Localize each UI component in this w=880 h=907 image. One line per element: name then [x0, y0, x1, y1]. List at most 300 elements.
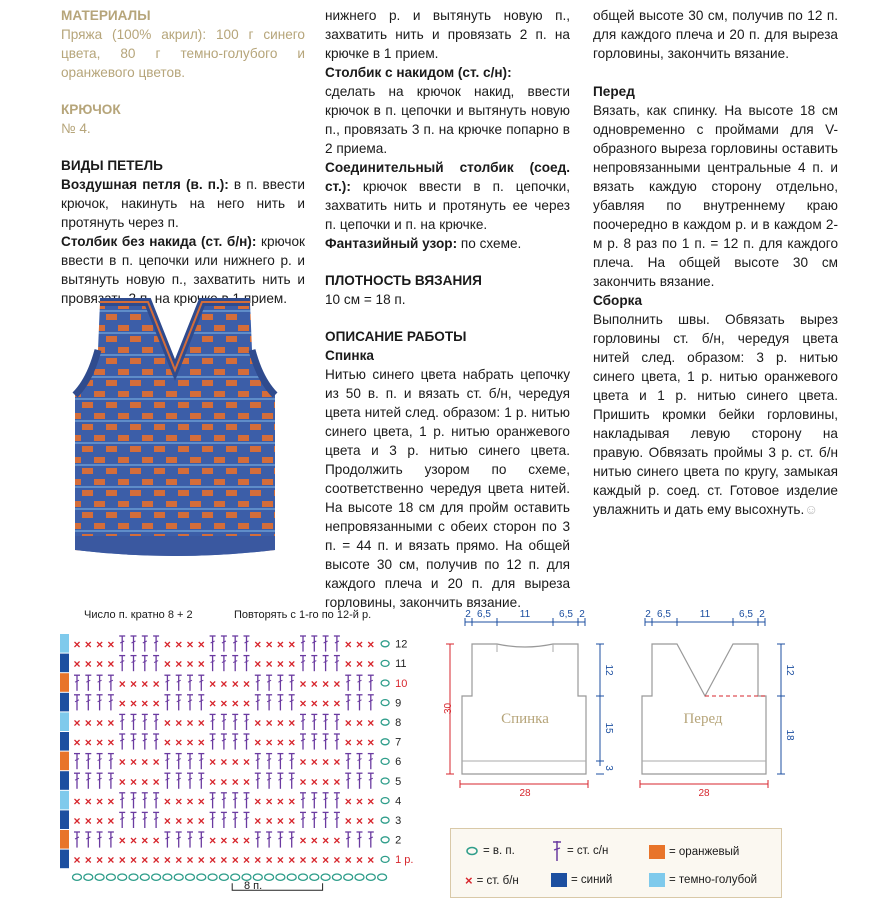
chart-repeat-label: 8 п. [244, 880, 263, 892]
dc-symbol [142, 714, 148, 730]
assembly-heading: Сборка [593, 293, 643, 308]
smiley-icon: ☺ [804, 502, 819, 517]
dc-symbol [277, 695, 283, 711]
dc-symbol [255, 832, 261, 848]
sc-symbol: × [322, 853, 330, 868]
chain-symbol-icon [465, 846, 479, 856]
sc-symbol: × [344, 735, 352, 750]
row-label: 7 [395, 736, 402, 749]
sc-symbol: × [163, 814, 171, 828]
dc-symbol [289, 695, 295, 711]
sc-symbol: × [242, 853, 251, 868]
materials-heading: МАТЕРИАЛЫ [61, 8, 151, 23]
sc-symbol: × [84, 716, 92, 730]
sc-symbol-icon: × [465, 873, 473, 888]
sc-symbol: × [73, 716, 81, 730]
chain-stitch-label: Воздушная петля (в. п.): [61, 177, 229, 192]
sc-symbol: × [367, 794, 375, 809]
sc-symbol: × [186, 716, 194, 730]
dc-symbol [108, 695, 114, 711]
dc-symbol [164, 695, 170, 711]
foundation-chain [140, 874, 149, 880]
dc-symbol [255, 773, 261, 789]
dc-symbol [311, 734, 317, 750]
sc-symbol: × [96, 814, 104, 828]
dc-symbol [153, 656, 159, 672]
sc-symbol: × [175, 657, 183, 672]
dc-symbol [311, 793, 317, 809]
sc-symbol: × [254, 814, 262, 828]
dc-symbol [142, 656, 148, 672]
sc-symbol: × [231, 676, 239, 691]
row-label: 3 [395, 815, 402, 827]
sc-symbol: × [175, 716, 183, 730]
dc-symbol [345, 754, 351, 770]
dc-symbol [119, 714, 125, 730]
back-top-width: 2 [465, 609, 471, 620]
turning-chain [381, 817, 389, 823]
back-top-width: 2 [579, 609, 585, 620]
row-label: 4 [395, 795, 402, 808]
dc-symbol [357, 695, 363, 711]
sc-symbol: × [118, 676, 126, 691]
sc-symbol: × [163, 716, 171, 730]
foundation-chain [152, 874, 161, 880]
dc-symbol [289, 832, 295, 848]
dc-symbol [289, 754, 295, 770]
foundation-chain [299, 874, 308, 880]
sc-symbol: × [276, 814, 284, 828]
dc-symbol [176, 832, 182, 848]
dc-symbol [187, 754, 193, 770]
dc-symbol [210, 734, 216, 750]
foundation-chain [321, 874, 330, 880]
row-label: 11 [395, 658, 407, 671]
sc-symbol: × [73, 814, 81, 828]
row-label: 12 [395, 638, 408, 651]
sc-symbol: × [163, 735, 171, 750]
sc-stitch-text-continued: нижнего р. и вытянуть новую п., захватить нить и провязать 2 п. на крючке в 1 прием. [325, 8, 570, 61]
hook-heading: КРЮЧОК [61, 102, 121, 117]
dc-symbol [323, 812, 329, 828]
dc-symbol [255, 695, 261, 711]
dc-symbol [198, 695, 204, 711]
sc-symbol: × [310, 696, 318, 711]
stitches-heading: ВИДЫ ПЕТЕЛЬ [61, 158, 163, 173]
sc-symbol: × [322, 833, 330, 848]
ss-stitch-label: Соединительный столбик (соед. ст.): [325, 160, 570, 194]
dc-symbol [198, 773, 204, 789]
sc-symbol: × [254, 657, 262, 672]
dc-symbol [277, 675, 283, 691]
turning-chain [381, 700, 389, 706]
sc-symbol: × [367, 814, 375, 828]
back-text [325, 365, 570, 610]
dc-symbol [357, 832, 363, 848]
sc-symbol: × [152, 696, 160, 711]
sc-symbol: × [310, 833, 318, 848]
sc-symbol: × [355, 794, 364, 809]
dc-symbol [277, 773, 283, 789]
sc-symbol: × [355, 637, 364, 652]
dc-symbol [311, 656, 317, 672]
chain-stitch-desc [61, 175, 305, 232]
sc-symbol: × [197, 735, 205, 750]
front-right-height: 12 [784, 664, 795, 676]
dc-symbol [334, 793, 340, 809]
sc-symbol: × [242, 696, 251, 711]
dc-symbol [244, 812, 250, 828]
ss-stitch-text: крючок ввести в п. цепочки, захватить нить и протянуть ее через п. цепочки и п. на крючке. [325, 179, 570, 232]
sc-symbol: × [197, 637, 205, 652]
sc-symbol: × [73, 657, 81, 672]
dc-symbol [164, 773, 170, 789]
foundation-chain [219, 874, 228, 880]
turning-chain [381, 660, 389, 666]
sc-symbol: × [231, 774, 239, 789]
foundation-chain [287, 874, 296, 880]
dc-symbol [210, 812, 216, 828]
row-label: 5 [395, 775, 402, 788]
row-color-swatch [60, 791, 69, 810]
dc-symbol [345, 675, 351, 691]
sc-symbol: × [242, 833, 251, 848]
sc-symbol: × [333, 853, 341, 868]
dc-symbol [357, 754, 363, 770]
dc-symbol [97, 675, 103, 691]
sc-symbol: × [209, 696, 217, 711]
dc-symbol [74, 832, 80, 848]
sc-symbol: × [344, 716, 352, 730]
front-label: Перед [683, 711, 723, 727]
dc-symbol [131, 636, 137, 652]
row-label: 8 [395, 717, 402, 729]
dc-symbol [97, 773, 103, 789]
sc-symbol: × [129, 833, 138, 848]
dc-symbol [176, 754, 182, 770]
dc-symbol [232, 734, 238, 750]
sc-symbol: × [254, 794, 262, 809]
foundation-chain [163, 874, 172, 880]
sc-stitch-desc [61, 232, 305, 306]
dc-symbol [244, 734, 250, 750]
sc-symbol: × [344, 794, 352, 809]
dc-symbol [210, 656, 216, 672]
light-blue-swatch-icon [649, 873, 665, 887]
dc-symbol [119, 734, 125, 750]
row-color-swatch [60, 810, 69, 829]
row-label: 1 р. [395, 854, 414, 867]
back-heading: Спинка [325, 348, 374, 363]
dc-symbol [323, 734, 329, 750]
dc-symbol [108, 754, 114, 770]
sc-symbol: × [129, 676, 138, 691]
front-right-height: 18 [784, 729, 795, 741]
sc-symbol: × [107, 853, 115, 868]
column-1 [61, 6, 305, 306]
sc-symbol: × [231, 833, 239, 848]
dc-symbol [311, 812, 317, 828]
sc-symbol: × [288, 735, 296, 750]
dc-symbol [221, 636, 227, 652]
front-heading: Перед [593, 84, 635, 99]
sc-symbol: × [118, 774, 126, 789]
dc-symbol [74, 675, 80, 691]
sc-symbol: × [186, 735, 194, 750]
dc-symbol [368, 675, 374, 691]
dc-symbol [142, 734, 148, 750]
sc-symbol: × [197, 657, 205, 672]
foundation-chain [73, 874, 82, 880]
row-label: 6 [395, 756, 402, 769]
sc-symbol: × [107, 657, 115, 672]
foundation-chain [378, 874, 387, 880]
sc-symbol: × [107, 794, 115, 809]
dc-symbol [300, 793, 306, 809]
sc-symbol: × [175, 735, 183, 750]
sc-symbol: × [242, 755, 251, 770]
sc-symbol: × [197, 853, 205, 868]
turning-chain [381, 641, 389, 647]
sc-stitch-text: крючок ввести в п. цепочки или нижнего р. и вытянуть новую п., захватить нить и провязать 2 п. на крючке в 1 прием. [61, 234, 305, 306]
sc-symbol: × [107, 637, 115, 652]
dc-symbol [232, 636, 238, 652]
back-right-height: 3 [603, 765, 614, 771]
sc-symbol: × [186, 637, 194, 652]
gauge-heading: ПЛОТНОСТЬ ВЯЗАНИЯ [325, 273, 482, 288]
sc-symbol: × [141, 676, 149, 691]
materials-text: Пряжа (100% акрил): 100 г синего цвета, 80 г темно-голубого и оранжевого цветов. [61, 27, 305, 80]
sc-symbol: × [209, 676, 217, 691]
sc-symbol: × [288, 657, 296, 672]
sc-symbol: × [288, 794, 296, 809]
dc-symbol [289, 675, 295, 691]
sc-symbol: × [310, 774, 318, 789]
dc-symbol [334, 636, 340, 652]
row-color-swatch [60, 752, 69, 771]
sc-symbol: × [209, 853, 217, 868]
sc-symbol: × [265, 794, 273, 809]
sc-symbol: × [276, 794, 284, 809]
foundation-chain [265, 874, 274, 880]
row-label: 10 [395, 677, 408, 690]
sc-symbol: × [231, 853, 239, 868]
sc-symbol: × [84, 814, 92, 828]
back-right-height: 12 [603, 664, 614, 676]
legend-dc [551, 839, 608, 863]
dc-symbol [164, 675, 170, 691]
dc-symbol [300, 636, 306, 652]
dc-symbol [300, 812, 306, 828]
dc-symbol [164, 754, 170, 770]
legend-sc-label: = ст. б/н [476, 874, 519, 887]
sc-symbol: × [96, 794, 104, 809]
dc-symbol [357, 773, 363, 789]
sc-symbol: × [299, 833, 307, 848]
legend-dc-label: = ст. с/н [567, 845, 609, 857]
dc-symbol [357, 675, 363, 691]
dc-symbol [142, 636, 148, 652]
dc-stitch-label: Столбик с накидом (ст. с/н): [325, 65, 512, 80]
sc-symbol: × [141, 833, 149, 848]
legend-light-label: = темно-голубой [669, 874, 758, 886]
sc-symbol: × [276, 853, 284, 868]
front-intro: общей высоте 30 см, получив по 12 п. для каждого плеча и 20 п. для выреза горловины, закончить вязание. [593, 8, 838, 61]
dc-symbol [221, 812, 227, 828]
sc-symbol: × [73, 735, 81, 750]
sc-symbol: × [107, 814, 115, 828]
crochet-chart [58, 606, 418, 906]
sc-symbol: × [265, 716, 273, 730]
dc-symbol [142, 793, 148, 809]
dc-symbol [198, 675, 204, 691]
sc-symbol: × [231, 696, 239, 711]
back-schematic [440, 606, 614, 799]
blue-swatch-icon [551, 873, 567, 887]
turning-chain [381, 680, 389, 686]
sc-symbol: × [288, 716, 296, 730]
sc-symbol: × [73, 637, 81, 652]
front-top-width: 11 [699, 609, 711, 620]
sc-symbol: × [344, 853, 352, 868]
sc-symbol: × [276, 716, 284, 730]
dc-symbol [368, 695, 374, 711]
dc-symbol [187, 773, 193, 789]
sc-symbol: × [175, 853, 183, 868]
sc-symbol: × [254, 735, 262, 750]
dc-symbol [210, 636, 216, 652]
dc-symbol [232, 656, 238, 672]
chart-multiple-text: Число п. кратно 8 + 2 [84, 609, 193, 621]
legend-light [649, 873, 757, 887]
dc-symbol [323, 793, 329, 809]
sc-symbol: × [220, 833, 228, 848]
sc-symbol: × [242, 774, 251, 789]
dc-symbol [232, 812, 238, 828]
dc-symbol [244, 636, 250, 652]
dc-symbol [119, 656, 125, 672]
sc-symbol: × [107, 735, 115, 750]
sc-symbol: × [265, 735, 273, 750]
foundation-chain [355, 874, 364, 880]
turning-chain [381, 798, 389, 804]
foundation-chain [310, 874, 319, 880]
sc-symbol: × [254, 853, 262, 868]
dc-symbol [198, 754, 204, 770]
sc-symbol: × [367, 637, 375, 652]
sc-symbol: × [288, 637, 296, 652]
dc-symbol [153, 636, 159, 652]
sc-symbol: × [367, 716, 375, 730]
sc-symbol: × [84, 794, 92, 809]
sc-symbol: × [96, 853, 104, 868]
dc-symbol [142, 812, 148, 828]
sc-symbol: × [163, 637, 171, 652]
front-top-width: 2 [645, 609, 651, 620]
turning-chain [381, 739, 389, 745]
dc-symbol [119, 812, 125, 828]
sc-symbol: × [186, 853, 194, 868]
sc-symbol: × [129, 755, 138, 770]
dc-symbol [198, 832, 204, 848]
legend-blue-label: = синий [571, 874, 613, 886]
sc-symbol: × [299, 774, 307, 789]
sc-symbol: × [175, 637, 183, 652]
dc-symbol [300, 734, 306, 750]
sc-symbol: × [344, 637, 352, 652]
sc-symbol: × [265, 814, 273, 828]
dc-symbol [323, 656, 329, 672]
row-color-swatch [60, 712, 69, 731]
sc-symbol: × [288, 853, 296, 868]
dc-symbol [187, 695, 193, 711]
sc-symbol: × [265, 657, 273, 672]
fancy-pattern-desc [325, 234, 570, 253]
dc-symbol [131, 656, 137, 672]
turning-chain [381, 856, 389, 862]
assembly-text-body: Выполнить швы. Обвязать вырез горловины ст. б/н, чередуя цвета нитей след. образом: 3 р. нитью синего цвета, 1 р. нитью оранжевого цвета и 1 р. нитью синего цвета. Пришить кромки бейки горловины, накладывая левую сторону на правую. Обвязать проймы 3 р. ст. б/н нитью синего цвета по кругу, замыкая каждый р. соед. ст. Готовое изделие увлажнить и дать ему высохнуть. [593, 312, 838, 517]
chart-legend [450, 828, 782, 898]
foundation-chain [118, 874, 127, 880]
sc-symbol: × [333, 833, 341, 848]
foundation-chain [208, 874, 217, 880]
sc-symbol: × [107, 716, 115, 730]
dc-symbol [334, 656, 340, 672]
sc-symbol: × [84, 853, 92, 868]
column-3 [593, 6, 838, 519]
sc-symbol: × [355, 853, 364, 868]
sc-symbol: × [197, 716, 205, 730]
sc-symbol: × [209, 755, 217, 770]
dc-symbol [131, 714, 137, 730]
sc-symbol: × [73, 794, 81, 809]
sc-symbol: × [186, 657, 194, 672]
fancy-pattern-text: по схеме. [460, 236, 522, 251]
dc-symbol [345, 695, 351, 711]
sc-symbol: × [163, 794, 171, 809]
dc-symbol [311, 714, 317, 730]
sc-symbol: × [254, 637, 262, 652]
row-label: 2 [395, 834, 402, 847]
sc-symbol: × [220, 676, 228, 691]
sc-symbol: × [265, 637, 273, 652]
dc-symbol [176, 675, 182, 691]
sc-symbol: × [84, 657, 92, 672]
sc-symbol: × [129, 774, 138, 789]
sc-symbol: × [310, 755, 318, 770]
legend-orange [649, 845, 739, 859]
dc-symbol [85, 754, 91, 770]
legend-sc [465, 873, 519, 888]
foundation-chain [129, 874, 138, 880]
dc-symbol [368, 754, 374, 770]
sc-symbol: × [299, 853, 307, 868]
foundation-chain [276, 874, 285, 880]
dc-symbol [119, 793, 125, 809]
sc-symbol: × [220, 696, 228, 711]
sc-symbol: × [355, 735, 364, 750]
sc-symbol: × [152, 853, 160, 868]
sc-symbol: × [118, 696, 126, 711]
dc-symbol [221, 714, 227, 730]
sc-symbol: × [242, 676, 251, 691]
row-color-swatch [60, 634, 69, 653]
back-right-height: 15 [603, 722, 614, 734]
sc-symbol: × [254, 716, 262, 730]
back-top-width: 6,5 [477, 609, 491, 620]
hook-text: № 4. [61, 121, 91, 136]
sc-symbol: × [220, 755, 228, 770]
